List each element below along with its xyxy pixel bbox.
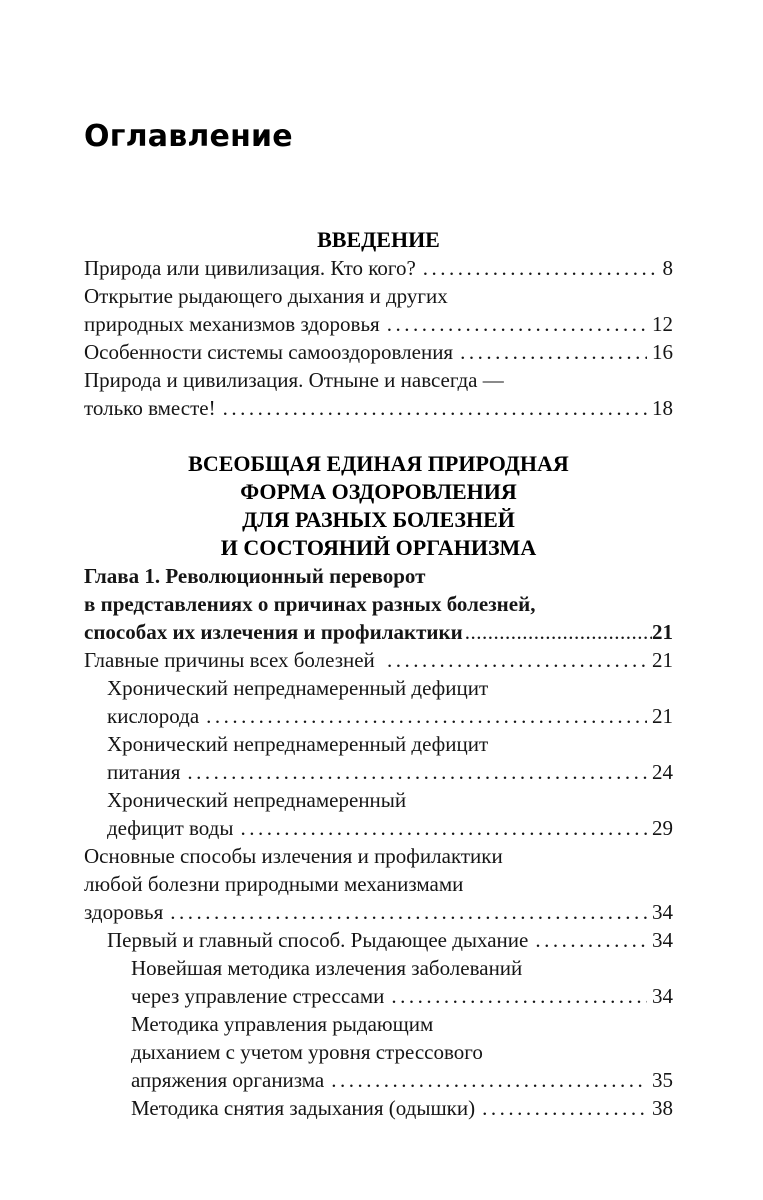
entry-wrap-line: Методика управления рыдающим [131,1012,434,1036]
toc-entry [84,366,673,422]
section-heading-line: И СОСТОЯНИЙ ОРГАНИЗМА [220,535,537,560]
page-title: Оглавление [84,119,293,154]
toc-entry [84,646,673,674]
page-number: 12 [652,312,673,336]
section-heading [84,450,673,562]
toc-entry [84,674,673,730]
entry-text: питания [107,760,181,784]
entry-wrap-line: Хронический непреднамеренный дефицит [107,676,489,700]
entry-text: дефицит воды [107,816,234,840]
section-heading-line: ФОРМА ОЗДОРОВЛЕНИЯ [240,479,517,504]
entry-last-line [84,814,673,842]
entry-text: Природа или цивилизация. Кто кого? [84,256,416,280]
entry-last-line [84,1066,673,1094]
page-number: 38 [652,1096,673,1120]
toc-entry [84,730,673,786]
page-number: 34 [652,928,673,952]
entry-text: апряжения организма [131,1068,325,1092]
entry-text: Методика снятия задыхания (одышки) [131,1096,476,1120]
dot-leader [387,646,647,674]
entry-wrap-line: Новейшая методика излечения заболеваний [131,956,523,980]
entry-text: способах их излечения и профилактики [84,620,463,644]
entry-last-line [84,758,673,786]
section-heading-line: ВСЕОБЩАЯ ЕДИНАЯ ПРИРОДНАЯ [188,451,569,476]
entry-wrap-line: Хронический непреднамеренный дефицит [107,732,489,756]
entry-wrap-line: в представлениях о причинах разных болезней, [84,592,536,616]
section-heading-line: ВВЕДЕНИЕ [317,227,440,252]
dot-leader [535,926,647,954]
page-number: 8 [662,256,673,280]
entry-text: Первый и главный способ. Рыдающее дыхание [107,928,529,952]
entry-wrap-line: Природа и цивилизация. Отныне и навсегда — [84,368,504,392]
entry-last-line [84,982,673,1010]
page-number: 18 [652,396,673,420]
dot-leader [391,982,647,1010]
toc-section [84,450,673,1122]
toc-entry [84,954,673,1010]
dot-leader [482,1094,647,1122]
entry-last-line [84,338,673,366]
entry-wrap-line: Хронический непреднамеренный [107,788,407,812]
entry-last-line [84,1094,673,1122]
dot-leader [387,310,647,338]
entry-text: кислорода [107,704,200,728]
entry-text: Особенности системы самооздоровления [84,340,454,364]
dot-leader [423,254,658,282]
entry-last-line [84,310,673,338]
toc-entry [84,1010,673,1094]
page-number: 21 [652,704,673,728]
page-number: 29 [652,816,673,840]
toc-entry [84,562,673,646]
entry-last-line [84,394,673,422]
entry-wrap-line: Открытие рыдающего дыхания и других [84,284,448,308]
entry-last-line [84,618,673,646]
page-number: 34 [652,900,673,924]
toc-entry [84,338,673,366]
toc-entry [84,254,673,282]
entry-wrap-line: Глава 1. Революционный переворот [84,564,426,588]
section-heading [84,226,673,254]
section-heading-line: ДЛЯ РАЗНЫХ БОЛЕЗНЕЙ [242,507,515,532]
entry-last-line [84,702,673,730]
entry-wrap-line: дыханием с учетом уровня стрессового [131,1040,483,1064]
toc-section [84,226,673,422]
entry-text: через управление стрессами [131,984,385,1008]
dot-leader [240,814,647,842]
dot-leader [206,702,647,730]
entry-last-line [84,898,673,926]
page-number: 34 [652,984,673,1008]
page-number: 24 [652,760,673,784]
page-number: 35 [652,1068,673,1092]
toc-entry [84,926,673,954]
entry-last-line [84,254,673,282]
dot-leader [223,394,647,422]
page-number: 21 [652,648,673,672]
toc-entry [84,842,673,926]
dot-leader [460,338,647,366]
entry-last-line [84,926,673,954]
entry-text: природных механизмов здоровья [84,312,380,336]
toc-entry [84,282,673,338]
entry-text: только вместе! [84,396,216,420]
toc-entry [84,786,673,842]
toc-entry [84,1094,673,1122]
page-number: 21 [652,620,673,644]
table-of-contents [84,226,673,1122]
dot-leader [465,618,652,646]
entry-text: Главные причины всех болезней [84,648,381,672]
page-number: 16 [652,340,673,364]
entry-text: здоровья [84,900,164,924]
entry-wrap-line: любой болезни природными механизмами [84,872,464,896]
dot-leader [170,898,647,926]
dot-leader [187,758,647,786]
entry-last-line [84,646,673,674]
dot-leader [331,1066,647,1094]
entry-wrap-line: Основные способы излечения и профилактики [84,844,503,868]
